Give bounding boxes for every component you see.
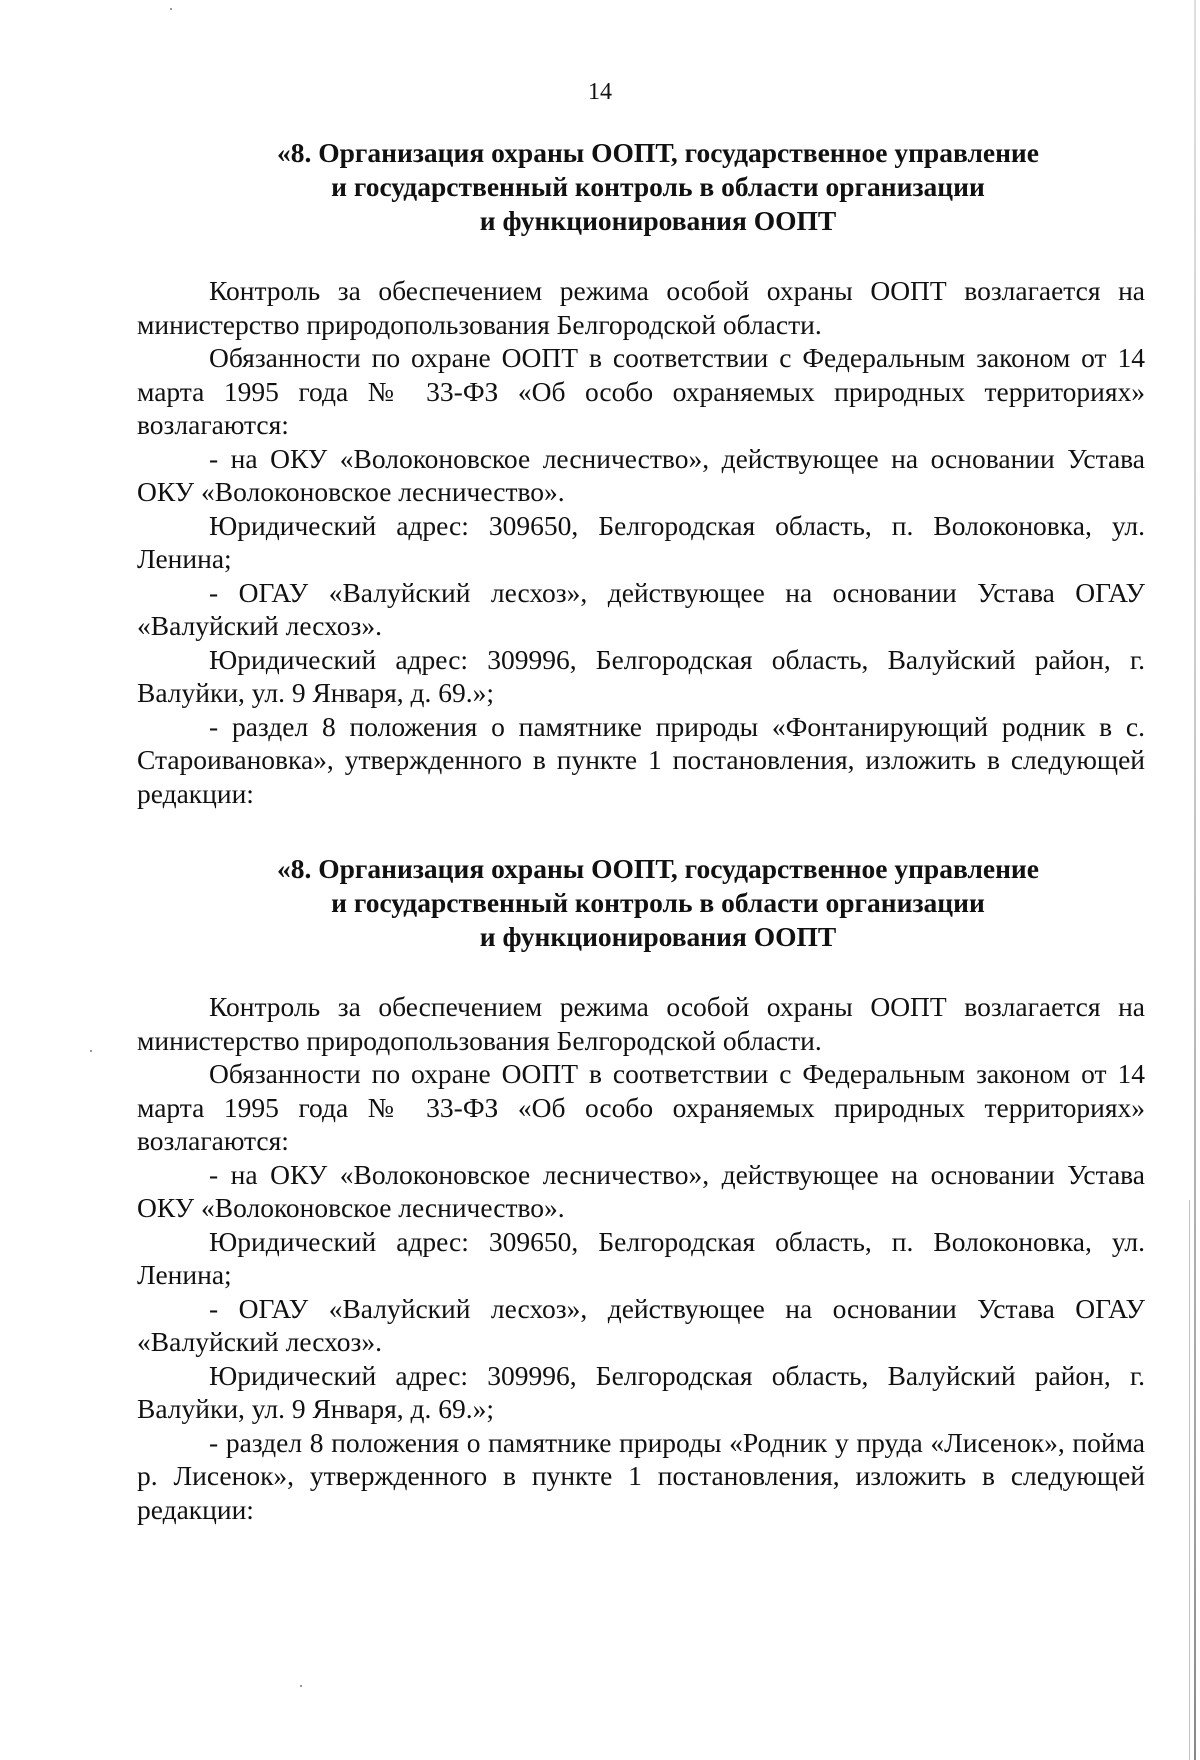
paragraph: Юридический адрес: 309650, Белгородская область, п. Волоконовка, ул. Ленина;: [137, 1225, 1145, 1290]
scan-speck: [90, 1050, 92, 1052]
heading-line: и государственный контроль в области организации: [331, 171, 985, 202]
paragraph: Контроль за обеспечением режима особой охраны ООПТ возлагается на министерство природопользования Белгородской области.: [137, 275, 1145, 340]
scan-edge-line: [1194, 0, 1196, 1760]
scan-edge-line: [1189, 1200, 1190, 1760]
heading-line: и функционирования ООПТ: [479, 921, 837, 952]
paragraph: Юридический адрес: 309996, Белгородская область, Валуйский район, г. Валуйки, ул. 9 Января, д. 69.»;: [137, 1359, 1145, 1424]
paragraph: Обязанности по охране ООПТ в соответствии с Федеральным законом от 14 марта 1995 года № 33-ФЗ «Об особо охраняемых природных территориях» возлагаются:: [137, 1058, 1145, 1156]
paragraph: Обязанности по охране ООПТ в соответствии с Федеральным законом от 14 марта 1995 года № 33-ФЗ «Об особо охраняемых природных территориях» возлагаются:: [137, 342, 1145, 440]
paragraph: - ОГАУ «Валуйский лесхоз», действующее на основании Устава ОГАУ «Валуйский лесхоз».: [137, 576, 1145, 641]
section-heading: [137, 852, 1145, 954]
section-block: [137, 852, 1145, 1526]
paragraph: - раздел 8 положения о памятнике природы «Фонтанирующий родник в с. Староивановка», утвержденного в пункте 1 постановления, изложить в следующей редакции:: [137, 710, 1145, 809]
page-number: 14: [588, 79, 612, 105]
heading-line: «8. Организация охраны ООПТ, государственное управление: [277, 137, 1039, 168]
scan-speck: [300, 1685, 302, 1687]
paragraph: Контроль за обеспечением режима особой охраны ООПТ возлагается на министерство природопользования Белгородской области.: [137, 991, 1145, 1056]
paragraph: - ОГАУ «Валуйский лесхоз», действующее на основании Устава ОГАУ «Валуйский лесхоз».: [137, 1292, 1145, 1357]
paragraph: - на ОКУ «Волоконовское лесничество», действующее на основании Устава ОКУ «Волоконовское лесничество».: [137, 1158, 1145, 1223]
heading-line: «8. Организация охраны ООПТ, государственное управление: [277, 853, 1039, 884]
scan-speck: [170, 8, 172, 10]
document-body: [137, 136, 1145, 1568]
paragraph: Юридический адрес: 309996, Белгородская область, Валуйский район, г. Валуйки, ул. 9 Января, д. 69.»;: [137, 643, 1145, 708]
paragraph: - раздел 8 положения о памятнике природы «Родник у пруда «Лисенок», пойма р. Лисенок», утвержденного в пункте 1 постановления, изложить в следующей редакции:: [137, 1426, 1145, 1525]
section-heading: [137, 136, 1145, 238]
paragraph: Юридический адрес: 309650, Белгородская область, п. Волоконовка, ул. Ленина;: [137, 509, 1145, 574]
heading-line: и государственный контроль в области организации: [331, 887, 985, 918]
heading-line: и функционирования ООПТ: [479, 205, 837, 236]
paragraph: - на ОКУ «Волоконовское лесничество», действующее на основании Устава ОКУ «Волоконовское лесничество».: [137, 442, 1145, 507]
section-block: [137, 136, 1145, 810]
